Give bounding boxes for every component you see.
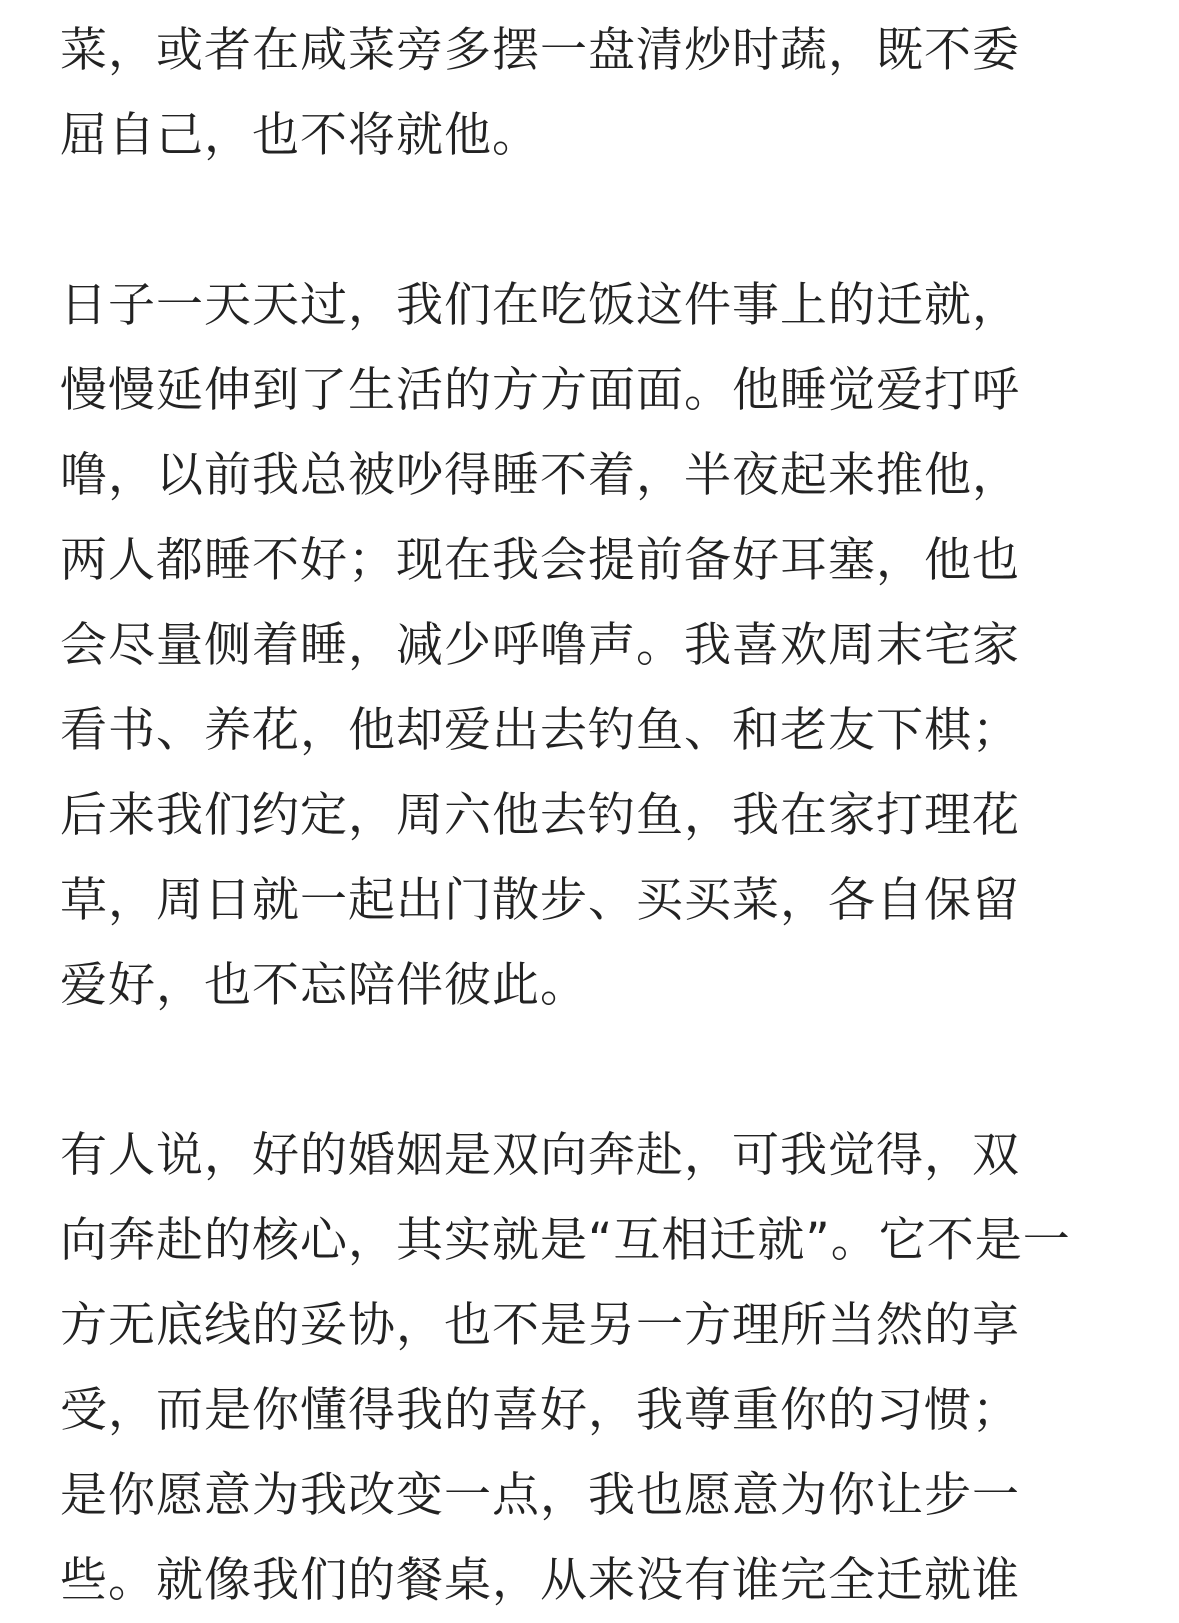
paragraph-gap bbox=[60, 1028, 1090, 1113]
text-line: 看书、养花，他却爱出去钓鱼、和老友下棋； bbox=[60, 703, 1020, 758]
text-line: 有人说，好的婚姻是双向奔赴，可我觉得，双 bbox=[60, 1128, 1020, 1183]
text-line: 方无底线的妥协，也不是另一方理所当然的享 bbox=[60, 1298, 1020, 1353]
text-line: 爱好，也不忘陪伴彼此。 bbox=[60, 958, 588, 1013]
text-line: 后来我们约定，周六他去钓鱼，我在家打理花 bbox=[60, 788, 1020, 843]
text-line: 会尽量侧着睡，减少呼噜声。我喜欢周末宅家 bbox=[60, 618, 1020, 673]
article-body bbox=[60, 8, 1090, 1623]
paragraph bbox=[60, 8, 1090, 178]
text-line: 两人都睡不好；现在我会提前备好耳塞，他也 bbox=[60, 533, 1020, 588]
text-line: 是你愿意为我改变一点，我也愿意为你让步一 bbox=[60, 1468, 1020, 1523]
text-line: 慢慢延伸到了生活的方方面面。他睡觉爱打呼 bbox=[60, 363, 1020, 418]
text-line: 菜，或者在咸菜旁多摆一盘清炒时蔬，既不委 bbox=[60, 23, 1020, 78]
text-line: 向奔赴的核心，其实就是“互相迁就”。它不是一 bbox=[60, 1213, 1071, 1268]
text-line: 屈自己，也不将就他。 bbox=[60, 108, 540, 163]
paragraph bbox=[60, 1113, 1090, 1623]
text-line: 些。就像我们的餐桌，从来没有谁完全迁就谁 bbox=[60, 1553, 1020, 1608]
text-line: 草，周日就一起出门散步、买买菜，各自保留 bbox=[60, 873, 1020, 928]
text-line: 受，而是你懂得我的喜好，我尊重你的习惯； bbox=[60, 1383, 1020, 1438]
text-line: 噜，以前我总被吵得睡不着，半夜起来推他， bbox=[60, 448, 1020, 503]
paragraph bbox=[60, 263, 1090, 1028]
paragraph-gap bbox=[60, 178, 1090, 263]
text-line: 日子一天天过，我们在吃饭这件事上的迁就， bbox=[60, 278, 1020, 333]
